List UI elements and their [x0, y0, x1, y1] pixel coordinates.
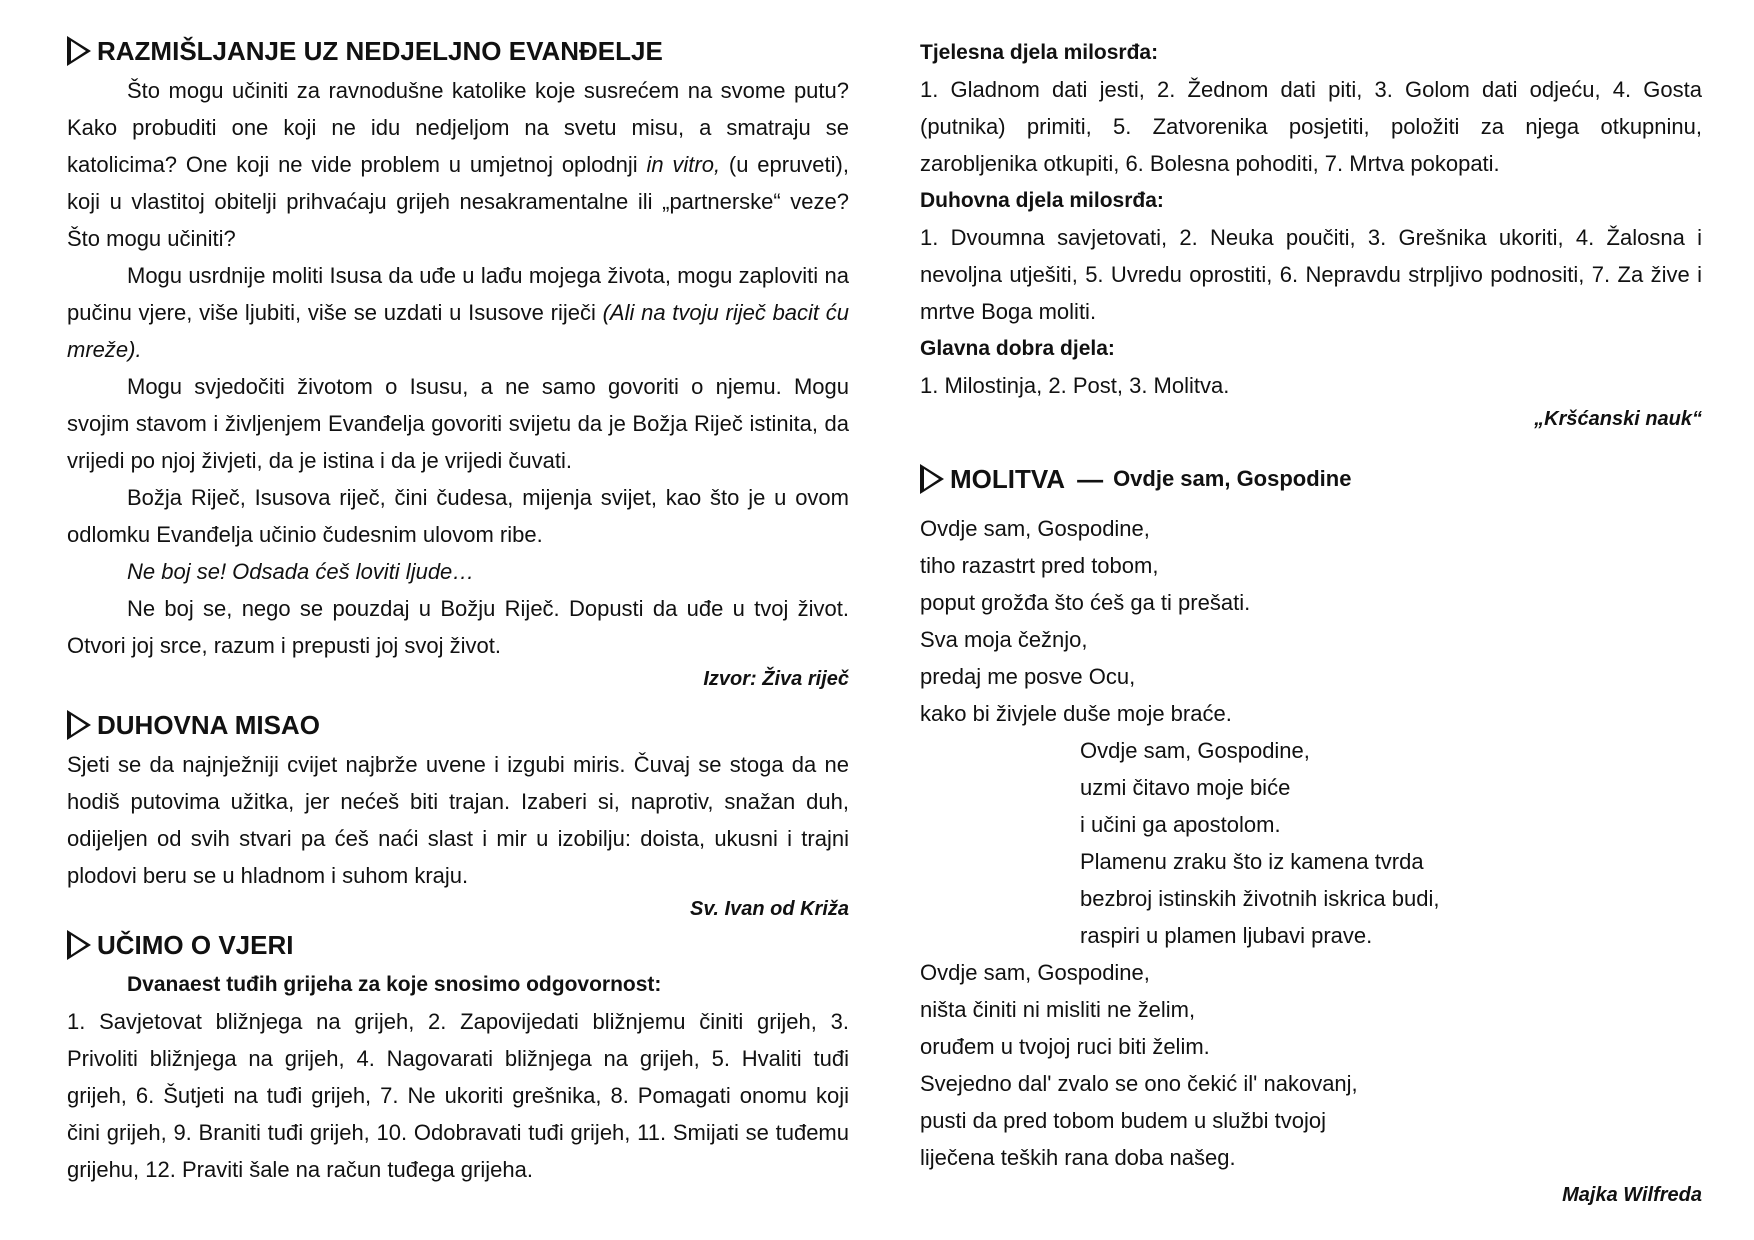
poem-stanza-2 — [920, 732, 1702, 954]
left-column — [67, 34, 849, 1188]
subheading: Dvanaest tuđih grijeha za koje snosimo odgovornost: — [127, 973, 662, 996]
italic-text: (Ali na tvoju riječ bacit ću mreže). — [67, 300, 849, 362]
section-title: UČIMO O VJERI — [97, 930, 294, 960]
source-citation: Izvor: Živa riječ — [703, 668, 849, 690]
paragraph: 1. Milostinja, 2. Post, 3. Molitva. — [920, 373, 1230, 398]
paragraph: 1. Savjetovat bližnjega na grijeh, 2. Zapovijedati bližnjemu činiti grijeh, 3. Privoliti bližnjega na grijeh, 4. Nagovarati bližnjega na grijeh, 5. Hvaliti tuđi grijeh, 6. Šutjeti na tuđi grijeh, 7. Ne ukoriti grešnika, 8. Pomagati onomu koji čini grijeh, 9. Braniti tuđi grijeh, 10. Odobravati tuđi grijeh, 11. Smijati se tuđemu grijehu, 12. Praviti šale na račun tuđega grijeha. — [67, 1009, 849, 1182]
poem-line: kako bi živjele duše moje braće. — [920, 701, 1232, 726]
poem-line: i učini ga apostolom. — [1080, 812, 1281, 837]
section-subtitle: Ovdje sam, Gospodine — [1113, 466, 1352, 491]
text-run: Mogu usrdnije moliti Isusa da uđe u lađu mojega života, mogu zaploviti na pučinu vjere, više ljubiti, više se uzdati u Isusove riječi — [67, 263, 849, 325]
poem-line: Sva moja čežnjo, — [920, 627, 1088, 652]
poem-line: liječena teških rana doba našeg. — [920, 1145, 1236, 1170]
text-run: (u epruveti), koji u vlastitoj obitelji prihvaćaju grijeh nesakramentalne ili „partnerske“ veze? Što mogu učiniti? — [67, 152, 849, 251]
paragraph — [67, 257, 849, 368]
triangle-bullet-icon — [67, 710, 91, 740]
section-title: DUHOVNA MISAO — [97, 710, 320, 740]
poem-line: ništa činiti ni misliti ne želim, — [920, 997, 1196, 1022]
section-heading-spiritual-thought — [67, 708, 849, 742]
label-corporal-works: Tjelesna djela milosrđa: — [920, 41, 1159, 64]
section-heading-prayer — [920, 462, 1702, 496]
poem-line: pusti da pred tobom budem u službi tvojoj — [920, 1108, 1327, 1133]
poem-line: poput grožđa što ćeš ga ti prešati. — [920, 590, 1251, 615]
section-heading-reflection — [67, 34, 849, 68]
triangle-bullet-icon — [67, 930, 91, 960]
label-spiritual-works: Duhovna djela milosrđa: — [920, 189, 1164, 212]
poem-line: uzmi čitavo moje biće — [1080, 775, 1291, 800]
triangle-bullet-icon — [67, 36, 91, 66]
paragraph: 1. Dvoumna savjetovati, 2. Neuka poučiti, 3. Grešnika ukoriti, 4. Žalosna i nevoljna utješiti, 5. Uvredu oprostiti, 6. Nepravdu strpljivo podnositi, 7. Za žive i mrtve Boga moliti. — [920, 225, 1702, 324]
poem-line: bezbroj istinskih životnih iskrica budi, — [1080, 886, 1440, 911]
poem-line: Ovdje sam, Gospodine, — [1080, 738, 1310, 763]
paragraph: Božja Riječ, Isusova riječ, čini čudesa, mijenja svijet, kao što je u ovom odlomku Evanđelja učinio čudesnim ulovom ribe. — [67, 485, 849, 547]
section-title: RAZMIŠLJANJE UZ NEDJELJNO EVANĐELJE — [97, 36, 663, 66]
poem-line: predaj me posve Ocu, — [920, 664, 1136, 689]
section-title: MOLITVA — [950, 464, 1066, 494]
title-dash: — — [1077, 464, 1104, 494]
triangle-bullet-icon — [920, 464, 944, 494]
poem-line: raspiri u plamen ljubavi prave. — [1080, 923, 1373, 948]
label-main-good-works: Glavna dobra djela: — [920, 337, 1115, 360]
poem-line: Ovdje sam, Gospodine, — [920, 960, 1150, 985]
poem-line: Plamenu zraku što iz kamena tvrda — [1080, 849, 1424, 874]
paragraph — [67, 72, 849, 257]
poem-line: Svejedno dal' zvalo se ono čekić il' nakovanj, — [920, 1071, 1358, 1096]
poem-line: Ovdje sam, Gospodine, — [920, 516, 1150, 541]
source-citation: „Kršćanski nauk“ — [1534, 408, 1702, 430]
poem-stanza-1 — [920, 510, 1702, 732]
right-column — [920, 34, 1702, 1210]
paragraph: 1. Gladnom dati jesti, 2. Žednom dati piti, 3. Golom dati odjeću, 4. Gosta (putnika) primiti, 5. Zatvorenika posjetiti, položiti za njega otkupninu, zarobljenika otkupiti, 6. Bolesna pohoditi, 7. Mrtva pokopati. — [920, 77, 1702, 176]
source-citation: Sv. Ivan od Križa — [690, 898, 849, 920]
source-citation: Majka Wilfreda — [1562, 1184, 1702, 1206]
text-run: Što mogu učiniti za ravnodušne katolike koje susrećem na svome putu? Kako probuditi one koji ne idu nedjeljom na svetu misu, a smatraju se katolicima? One koji ne vide problem u umjetnoj oplodnji — [67, 78, 849, 177]
section-heading-faith-learning — [67, 928, 849, 962]
paragraph: Mogu svjedočiti životom o Isusu, a ne samo govoriti o njemu. Mogu svojim stavom i življenjem Evanđelja govoriti svijetu da je Božja Riječ istinita, da vrijedi po njoj živjeti, da je istina i da je vrijedi čuvati. — [67, 374, 849, 473]
poem-line: tiho razastrt pred tobom, — [920, 553, 1159, 578]
paragraph: Ne boj se, nego se pouzdaj u Božju Riječ. Dopusti da uđe u tvoj život. Otvori joj srce, razum i prepusti joj svoj život. — [67, 596, 849, 658]
poem-line: oruđem u tvojoj ruci biti želim. — [920, 1034, 1210, 1059]
paragraph: Sjeti se da najnježniji cvijet najbrže uvene i izgubi miris. Čuvaj se stoga da ne hodiš putovima užitka, jer nećeš biti trajan. Izaberi si, naprotiv, snažan duh, odijeljen od svih stvari pa ćeš naći slast i mir u izobilju: doista, ukusni i trajni plodovi beru se u hladnom i suhom kraju. — [67, 752, 849, 888]
paragraph-italic: Ne boj se! Odsada ćeš loviti ljude… — [127, 559, 475, 584]
poem-stanza-3 — [920, 954, 1702, 1176]
italic-text: in vitro, — [646, 152, 721, 177]
